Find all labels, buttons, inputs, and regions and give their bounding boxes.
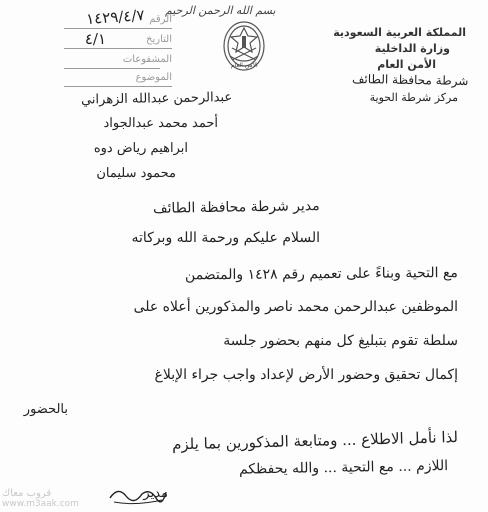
body-line-3: سلطة تقوم بتبليغ كل منهم بحضور جلسة <box>223 333 458 349</box>
closing-line-2: اللازم ... مع التحية ... والله يحفظكم <box>238 458 449 478</box>
closing-line-1: لذا نأمل الاطلاع ... ومتابعة المذكورين بما يلزم <box>171 428 459 454</box>
body-line-4: إكمال تحقيق وحضور الأرض لإعداد واجب جراء الإبلاغ <box>154 367 458 383</box>
watermark-url: www.m3aak.com <box>2 499 79 509</box>
authority-line-2: وزارة الداخلية <box>374 42 450 55</box>
field-number-value: ١٤٢٩/٤/٧ <box>85 6 145 29</box>
authority-line-5-handwritten: مركز شرطة الحوية <box>369 91 458 104</box>
authority-line-4-handwritten: شرطة محافظة الطائف <box>351 71 469 88</box>
signature-scribble <box>108 484 168 506</box>
recipient-2: أحمد محمد عبدالجواد <box>103 116 218 131</box>
bismillah-header: بسم الله الرحمن الرحيم <box>165 4 276 17</box>
signature-prefix: مدير <box>143 486 168 501</box>
authority-line-1: المملكة العربية السعودية <box>333 26 466 39</box>
addressee: مدير شرطة محافظة الطائف <box>153 198 321 217</box>
authority-line-3: الأمن العام <box>377 58 436 71</box>
field-date-value: ٤/١ <box>84 30 106 48</box>
watermark-name: قروب معاك <box>2 488 52 499</box>
watermark <box>2 488 79 510</box>
emblem-caption: الأمن العام <box>231 62 258 69</box>
greeting: السلام عليكم ورحمة الله وبركاته <box>131 230 320 246</box>
recipient-4: محمود سليمان <box>96 166 176 181</box>
field-attachments-label: المشفوعات <box>122 54 172 65</box>
field-number-label: الرقم <box>149 14 172 25</box>
recipient-1: عبدالرحمن عبدالله الزهراني <box>80 90 233 108</box>
body-line-5: بالحضور <box>23 402 68 417</box>
field-subject-label: الموضوع <box>135 72 172 83</box>
body-line-2: الموظفين عبدالرحمن محمد ناصر والمذكورين أعلاه على <box>133 299 458 315</box>
recipient-3: ابراهيم رياض دوه <box>93 141 188 156</box>
body-line-1: مع التحية وبناءً على تعميم رقم ١٤٢٨ والمتضمن <box>185 265 459 284</box>
field-date-label: التاريخ <box>146 34 172 45</box>
